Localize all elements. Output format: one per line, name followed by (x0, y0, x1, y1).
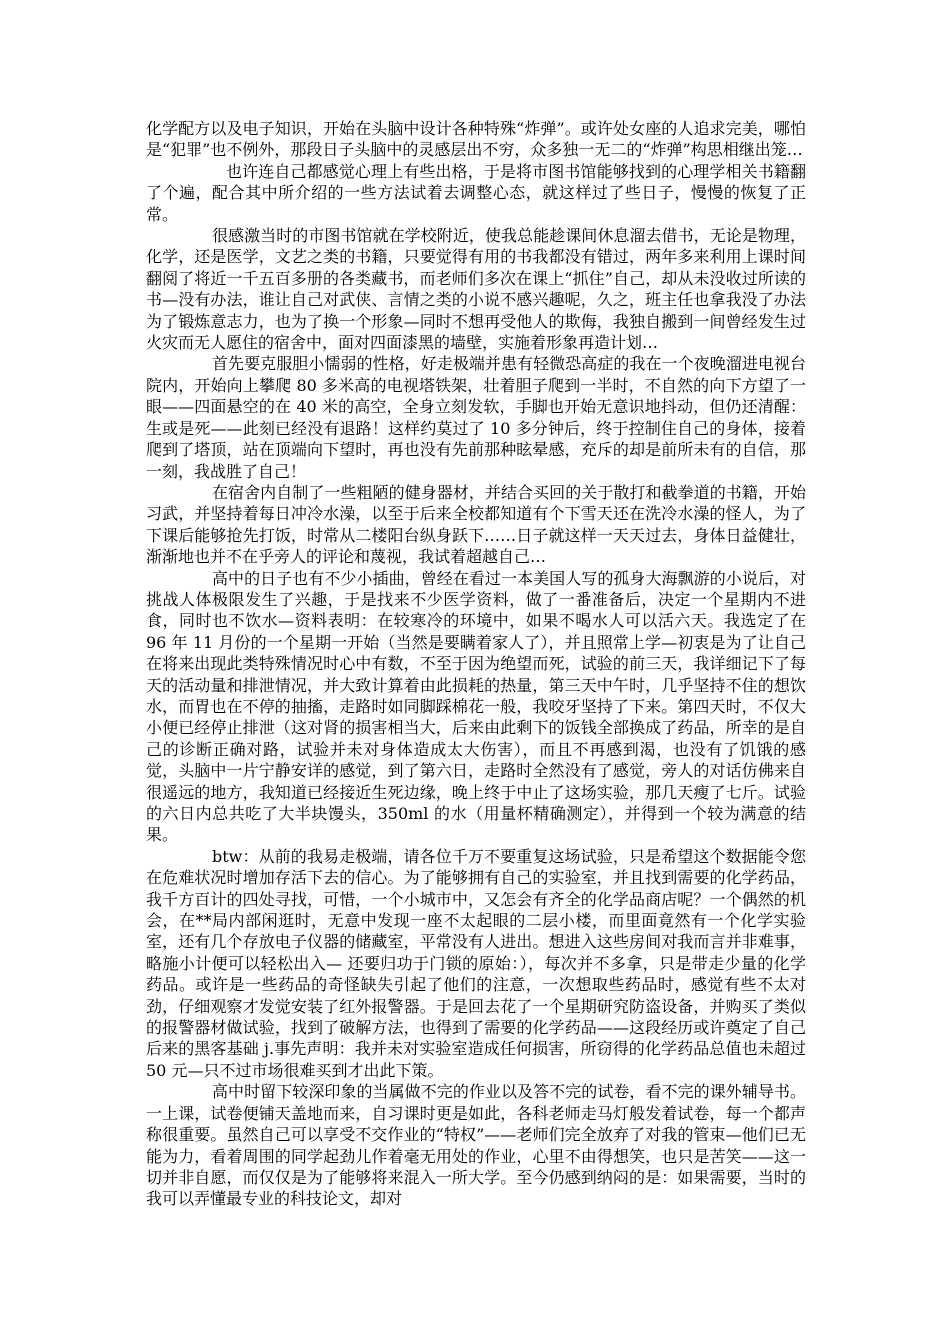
paragraph-4: 首先要克服胆小懦弱的性格，好走极端并患有轻微恐高症的我在一个夜晚溜进电视台院内，开始向上攀爬 80 多米高的电视塔铁架，壮着胆子爬到一半时，不自然的向下方望了一眼——四面悬空的在 40 米的高空，全身立刻发软，手脚也开始无意识地抖动，但仍还清醒：生或是死——此刻已经没有退路！这样约莫过了 10 多分钟后，终于控制住自己的身体，接着爬到了塔顶，站在顶端向下望时，再也没有先前那种眩晕感，充斥的却是前所未有的自信，那一刻，我战胜了自己！ (146, 354, 806, 481)
paragraph-7: btw：从前的我易走极端，请各位千万不要重复这场试验，只是希望这个数据能令您在危难状况时增加存活下去的信心。为了能够拥有自己的实验室，并且找到需要的化学药品，我千方百计的四处寻找，可惜，一个小城市中，又怎会有齐全的化学品商店呢？一个偶然的机会，在**局内部闲逛时，无意中发现一座不太起眼的二层小楼，而里面竟然有一个化学实验室，还有几个存放电子仪器的储藏室，平常没有人进出。想进入这些房间对我而言并非难事，略施小计便可以轻松出入— 还要归功于门锁的原始：），每次并不多拿，只是带走少量的化学药品。或许是一些药品的奇怪缺失引起了他们的注意，一次想取些药品时，感觉有些不太对劲，仔细观察才发觉安装了红外报警器。于是回去花了一个星期研究防盗设备，并购买了类似的报警器材做试验，找到了破解方法，也得到了需要的化学药品——这段经历或许奠定了自己后来的黑客基础 j.事先声明：我并未对实验室造成任何损害，所窃得的化学药品总值也未超过 50 元—只不过市场很难买到才出此下策。 (146, 846, 806, 1080)
paragraph-3: 很感激当时的市图书馆就在学校附近，使我总能趁课间休息溜去借书，无论是物理，化学，还是医学，文艺之类的书籍，只要觉得有用的书我都没有错过，两年多来利用上课时间翻阅了将近一千五百多册的各类藏书，而老师们多次在课上“抓住”自己，却从未没收过所读的书—没有办法，谁让自己对武侠、言情之类的小说不感兴趣呢，久之，班主任也拿我没了办法为了锻炼意志力，也为了换一个形象—同时不想再受他人的欺侮，我独自搬到一间曾经发生过火灾而无人愿住的宿舍中，面对四面漆黑的墙壁，实施着形象再造计划… (146, 226, 806, 353)
paragraph-6: 高中的日子也有不少小插曲，曾经在看过一本美国人写的孤身大海飘游的小说后，对挑战人体极限发生了兴趣，于是找来不少医学资料，做了一番准备后，决定一个星期内不进食，同时也不饮水—资料表明：在较寒冷的环境中，如果不喝水人可以活六天。我选定了在 96 年 11 月份的一个星期一开始（当然是要瞒着家人了），并且照常上学—初衷是为了让自己在将来出现此类特殊情况时心中有数，不至于因为绝望而死，试验的前三天，我详细记下了每天的活动量和排泄情况，并大致计算着由此损耗的热量，第三天中午时，几乎坚持不住的想饮水，而胃也在不停的抽搐，走路时如同脚踩棉花一般，我咬牙坚持了下来。第四天时，不仅大小便已经停止排泄（这对肾的损害相当大，后来由此剩下的饭钱全部换成了药品，所幸的是自己的诊断正确对路，试验并未对身体造成太大伤害），而且不再感到渴，也没有了饥饿的感觉，头脑中一片宁静安详的感觉，到了第六日，走路时全然没有了感觉，旁人的对话仿佛来自很遥远的地方，我知道已经接近生死边缘，晚上终于中止了这场实验，那几天瘦了七斤。试验的六日内总共吃了大半块馒头，350ml 的水（用量杯精确测定），并得到一个较为满意的结果。 (146, 568, 806, 845)
paragraph-2: 也许连自己都感觉心理上有些出格，于是将市图书馆能够找到的心理学相关书籍翻了个遍，配合其中所介绍的一些方法试着去调整心态，就这样过了些日子，慢慢的恢复了正常。 (146, 161, 806, 224)
paragraph-5: 在宿舍内自制了一些粗陋的健身器材，并结合买回的关于散打和截拳道的书籍，开始习武，并坚持着每日冲冷水澡，以至于后来全校都知道有个下雪天还在洗冷水澡的怪人，为了下课后能够抢先打饭，时常从二楼阳台纵身跃下……日子就这样一天天过去，身体日益健壮，渐渐地也并不在乎旁人的评论和蔑视，我试着超越自己… (146, 482, 806, 567)
document-body (146, 118, 806, 1210)
paragraph-1: 化学配方以及电子知识，开始在头脑中设计各种特殊“炸弹”。或许处女座的人追求完美，哪怕是“犯罪”也不例外，那段日子头脑中的灵感层出不穷，众多独一无二的“炸弹”构思相继出笼… (146, 119, 806, 160)
paragraph-8: 高中时留下较深印象的当属做不完的作业以及答不完的试卷，看不完的课外辅导书。一上课，试卷便铺天盖地而来，自习课时更是如此，各科老师走马灯般发着试卷，每一个都声称很重要。虽然自己可以享受不交作业的“特权”——老师们完全放弃了对我的管束—他们已无能为力，看着周围的同学起劲儿作着毫无用处的作业，心里不由得想笑，也只是苦笑——这一切并非自愿，而仅仅是为了能够将来混入一所大学。至今仍感到纳闷的是：如果需要，当时的我可以弄懂最专业的科技论文，却对 (146, 1082, 806, 1209)
